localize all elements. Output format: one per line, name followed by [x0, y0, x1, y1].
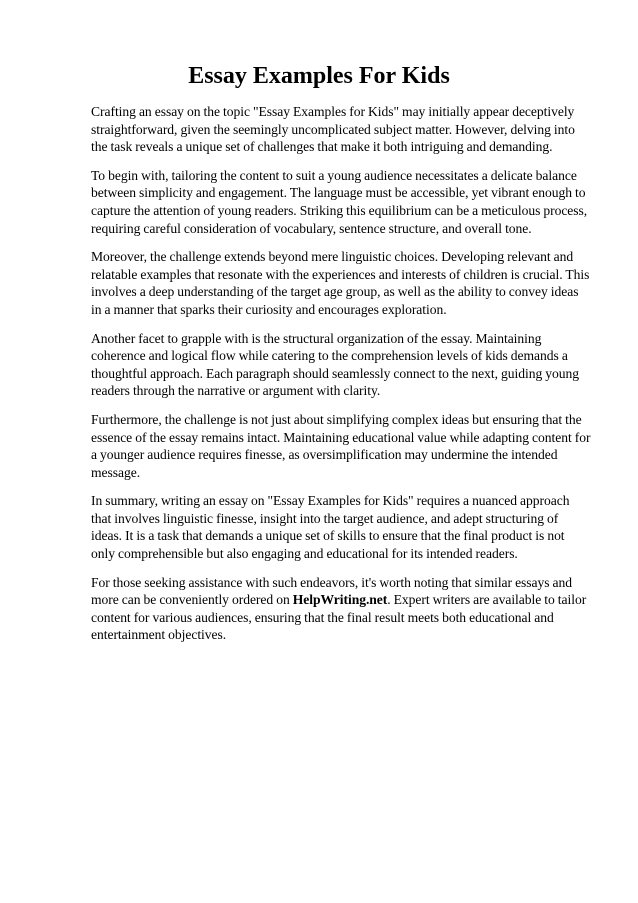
paragraph-intro: Crafting an essay on the topic "Essay Examples for Kids" may initially appear deceptively straightforward, given the seemingly uncomplicated subject matter. However, delving into the task reveals a unique set of challenges that make it both intriguing and demanding.	[91, 104, 575, 155]
paragraph-structure: Another facet to grapple with is the structural organization of the essay. Maintaining coherence and logical flow while catering to the comprehension levels of kids demands a thoughtful approach. Each paragraph should seamlessly connect to the next, guiding young readers through the narrative or argument with clarity.	[91, 330, 579, 399]
paragraph-summary: In summary, writing an essay on "Essay Examples for Kids" requires a nuanced approach that involves linguistic finesse, insight into the target audience, and adept structuring of ideas. It is a task that demands a unique set of skills to ensure that the final product is not only comprehensible but also engaging and educational for its intended readers.	[91, 493, 570, 562]
document-body	[91, 103, 591, 655]
closing-text-after: . Expert writers are available to tailor content for various audiences, ensuring that the final result meets both educational and entertainment objectives.	[91, 592, 587, 643]
document-title: Essay Examples For Kids	[188, 63, 450, 89]
paragraph-examples: Moreover, the challenge extends beyond mere linguistic choices. Developing relevant and relatable examples that resonate with the experiences and interests of children is crucial. This involves a deep understanding of the target age group, as well as the ability to convey ideas in a manner that sparks their curiosity and encourages exploration.	[91, 249, 590, 317]
closing-text-before: For those seeking assistance with such endeavors, it's worth noting that similar essays and more can be conveniently ordered on	[91, 574, 573, 608]
paragraph-closing	[91, 574, 591, 644]
paragraph-essence: Furthermore, the challenge is not just about simplifying complex ideas but ensuring that the essence of the essay remains intact. Maintaining educational value while adapting content for a younger audience requires finesse, as oversimplification may undermine the intended message.	[91, 411, 591, 480]
paragraph-audience: To begin with, tailoring the content to suit a young audience necessitates a delicate balance between simplicity and engagement. The language must be accessible, yet vibrant enough to capture the attention of young readers. Striking this equilibrium can be a meticulous process, requiring careful consideration of vocabulary, sentence structure, and overall tone.	[91, 167, 588, 236]
helpwriting-link[interactable]: HelpWriting.net	[292, 592, 388, 608]
